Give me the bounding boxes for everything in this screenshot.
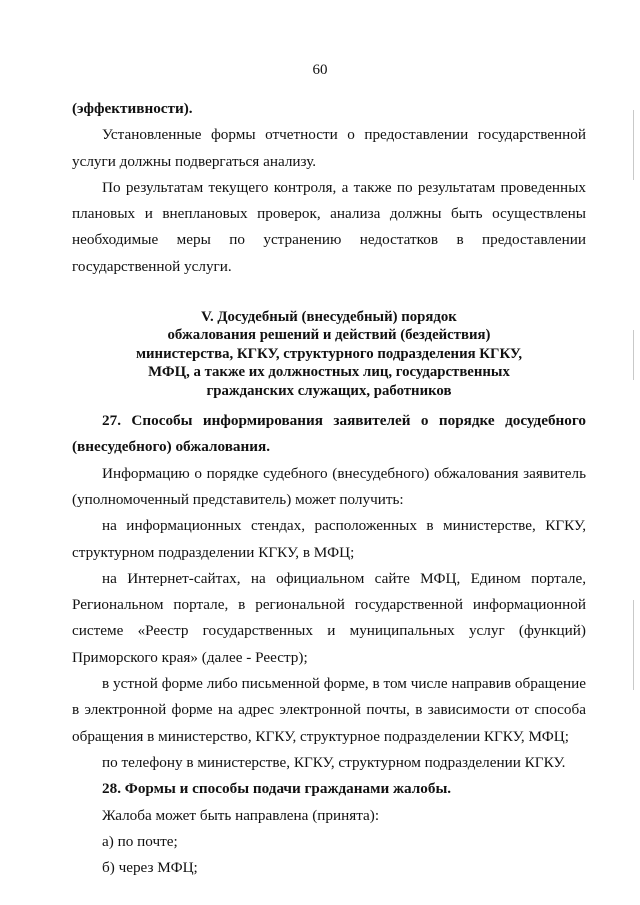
- paragraph-line: По результатам текущего контроля, а также по результатам проведенных: [102, 178, 586, 196]
- document-body: [72, 96, 586, 881]
- item-27-heading-line: (внесудебного) обжалования.: [72, 438, 271, 456]
- scan-edge-mark: [633, 110, 634, 180]
- paragraph-line: Региональном портале, в региональной государственной информационной: [72, 596, 586, 614]
- page-number: 60: [312, 62, 328, 78]
- paragraph-line: в электронной форме на адрес электронной почты, в зависимости от способа: [72, 701, 586, 719]
- paragraph-line: (уполномоченный представитель) может получить:: [72, 491, 404, 508]
- heading-line: V. Досудебный (внесудебный) порядок: [201, 309, 457, 326]
- paragraph-line: Установленные формы отчетности о предоставлении государственной: [102, 126, 586, 144]
- paragraph-line: Информацию о порядке судебного (внесудебного) обжалования заявитель: [102, 464, 586, 482]
- paragraph-line: обращения в министерство, КГКУ, структурное подразделении КГКУ, МФЦ;: [72, 727, 569, 745]
- heading-line: МФЦ, а также их должностных лиц, государственных: [148, 364, 510, 381]
- spacer: [72, 280, 586, 306]
- section-heading: [72, 308, 586, 400]
- paragraph-line: структурном подразделении КГКУ, в МФЦ;: [72, 543, 355, 561]
- paragraph-line: на Интернет-сайтах, на официальном сайте МФЦ, Едином портале,: [102, 569, 586, 587]
- list-item: а) по почте;: [102, 832, 178, 850]
- scan-edge-mark: [633, 330, 634, 380]
- heading-line: обжалования решений и действий (бездействия): [167, 327, 491, 344]
- paragraph-line: Приморского края» (далее - Реестр);: [72, 648, 308, 666]
- paragraph-line: системе «Реестр государственных и муниципальных услуг (функций): [72, 622, 586, 640]
- paragraph-line: Жалоба может быть направлена (принята):: [102, 806, 380, 824]
- paragraph-line: плановых и внеплановых проверок, анализа должны быть осуществлены: [72, 205, 586, 223]
- paragraph-line: по телефону в министерстве, КГКУ, структурном подразделении КГКУ.: [102, 753, 566, 771]
- paragraph-line: необходимые меры по устранению недостатков в предоставлении: [72, 231, 586, 249]
- paragraph-line: на информационных стендах, расположенных в министерстве, КГКУ,: [102, 517, 586, 535]
- list-item: б) через МФЦ;: [102, 859, 198, 877]
- heading-line: гражданских служащих, работников: [206, 382, 452, 399]
- paragraph-line: (эффективности).: [72, 100, 193, 117]
- paragraph-line: в устной форме либо письменной форме, в том числе направив обращение: [102, 675, 586, 693]
- paragraph-line: государственной услуги.: [72, 257, 232, 275]
- item-27-heading-line: 27. Способы информирования заявителей о порядке досудебного: [102, 412, 586, 430]
- paragraph-line: услуги должны подвергаться анализу.: [72, 152, 317, 170]
- item-28-heading-line: 28. Формы и способы подачи гражданами жалобы.: [102, 780, 452, 798]
- heading-line: министерства, КГКУ, структурного подразделения КГКУ,: [135, 345, 523, 362]
- scan-edge-mark: [633, 600, 634, 690]
